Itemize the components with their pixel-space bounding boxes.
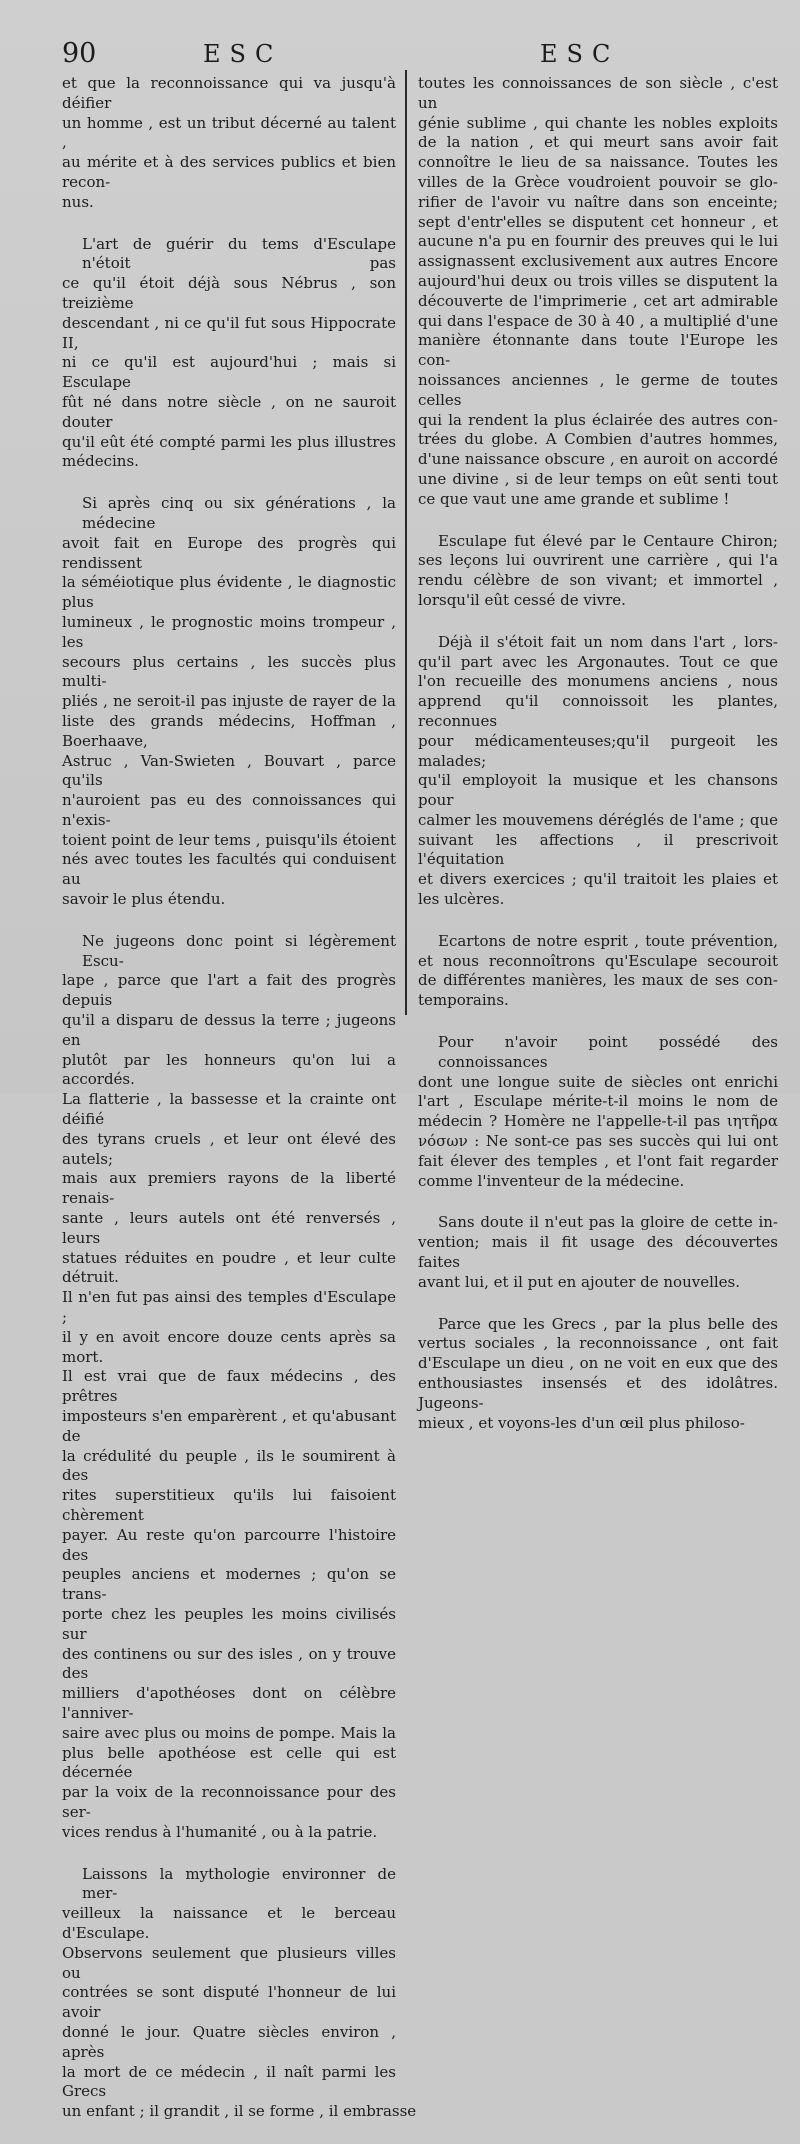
text-line: Déjà il s'étoit fait un nom dans l'art , lors- (438, 632, 778, 651)
text-line: des tyrans cruels , et leur ont élevé des autels; (62, 1129, 396, 1168)
text-line: secours plus certains , les succès plus multi- (62, 652, 396, 691)
text-line: descendant , ni ce qu'il fut sous Hippocrate II, (62, 313, 396, 352)
text-line: la mort de ce médecin , il naît parmi les Grecs (62, 2062, 396, 2101)
text-line: payer. Au reste qu'on parcourre l'histoire des (62, 1525, 396, 1564)
column-divider (405, 70, 407, 1015)
text-line: sante , leurs autels ont été renversés , leurs (62, 1209, 396, 1247)
text-line: la crédulité du peuple , ils le soumirent à des (62, 1446, 396, 1485)
text-line: de la nation , et qui meurt sans avoir fait (418, 133, 778, 152)
text-line: contrées se sont disputé l'honneur de lui avoir (62, 1983, 396, 2022)
text-line: assignassent exclusivement aux autres Encore (418, 252, 778, 271)
left-column (62, 74, 417, 2144)
text-line: nus. (62, 192, 94, 211)
text-line: l'art , Esculape mérite-t-il moins le nom de (418, 1092, 778, 1111)
text-line: mieux , et voyons-les d'un œil plus philoso- (418, 1413, 745, 1432)
text-line: Ne jugeons donc point si légèrement Escu- (82, 931, 396, 970)
text-line: L'art de guérir du tems d'Esculape n'étoit pas (82, 234, 396, 273)
text-line: un enfant ; il grandit , il se forme , il embrasse (62, 2102, 417, 2121)
text-line: génie sublime , qui chante les nobles exploits (418, 113, 778, 132)
text-line: par la voix de la reconnoissance pour des ser- (62, 1783, 396, 1821)
text-line: qui la rendent la plus éclairée des autres con- (418, 410, 778, 429)
text-line: milliers d'apothéoses dont on célèbre l'anniver- (62, 1684, 396, 1722)
text-line: qu'il eût été compté parmi les plus illustres (62, 432, 396, 451)
text-line: imposteurs s'en emparèrent , et qu'abusant de (62, 1407, 396, 1445)
paragraph (62, 932, 396, 1843)
text-line: sept d'entr'elles se disputent cet honneur , et (418, 212, 778, 231)
text-line: avant lui, et il put en ajouter de nouvelles. (418, 1272, 741, 1291)
text-line: des continens ou sur des isles , on y trouve des (62, 1644, 396, 1683)
text-line: et nous reconnoîtrons qu'Esculape secouroit (418, 951, 778, 970)
paragraph (418, 932, 778, 1011)
text-line: toutes les connoissances de son siècle , c'est un (418, 74, 778, 112)
text-line: Il est vrai que de faux médecins , des prêtres (62, 1367, 396, 1406)
text-line: rites superstitieux qu'ils lui faisoient chèrement (62, 1486, 396, 1524)
text-line: apprend qu'il connoissoit les plantes, reconnues (418, 692, 778, 730)
text-line: découverte de l'imprimerie , cet art admirable (418, 291, 778, 310)
text-line: trées du globe. A Combien d'autres hommes, (418, 430, 778, 449)
text-line: au mérite et à des services publics et bien recon- (62, 153, 396, 191)
text-line: manière étonnante dans toute l'Europe les con- (418, 331, 778, 370)
text-line: d'Esculape un dieu , on ne voit en eux que des (418, 1354, 778, 1373)
text-line: savoir le plus étendu. (62, 890, 226, 909)
text-line: avoit fait en Europe des progrès qui rendissent (62, 533, 396, 572)
text-line: et que la reconnoissance qui va jusqu'à déifier (62, 74, 396, 112)
paragraph (418, 532, 778, 611)
text-line: fût né dans notre siècle , on ne sauroit douter (62, 392, 396, 431)
text-line: villes de la Grèce voudroient pouvoir se glo- (418, 172, 778, 191)
paragraph (418, 1315, 778, 1434)
text-line: toient point de leur tems , puisqu'ils étoient (62, 830, 396, 849)
paragraph (418, 1213, 778, 1292)
text-line: un homme , est un tribut décerné au talent , (62, 113, 396, 152)
paragraph (418, 74, 778, 510)
text-line: ce qu'il étoit déjà sous Nébrus , son treizième (62, 274, 396, 312)
text-line: médecins. (62, 452, 139, 471)
text-line: ni ce qu'il est aujourd'hui ; mais si Esculape (62, 353, 396, 392)
text-line: l'on recueille des monumens anciens , nous (418, 672, 778, 691)
running-title-left: ESC (203, 40, 283, 68)
text-line: aujourd'hui deux ou trois villes se disputent la (418, 271, 778, 290)
paragraph (62, 235, 396, 473)
text-line: Esculape fut élevé par le Centaure Chiron; (438, 531, 778, 550)
text-line: ce que vaut une ame grande et sublime ! (418, 489, 730, 508)
text-line: qu'il a disparu de dessus la terre ; jugeons en (62, 1011, 396, 1049)
text-line: Il n'en fut pas ainsi des temples d'Esculape ; (62, 1288, 396, 1327)
text-line: et divers exercices ; qu'il traitoit les plaies et (418, 870, 778, 889)
text-line: calmer les mouvemens déréglés de l'ame ; que (418, 810, 778, 829)
text-line: saire avec plus ou moins de pompe. Mais la (62, 1723, 396, 1742)
text-line: veilleux la naissance et le berceau d'Esculape. (62, 1904, 396, 1942)
text-line: Ecartons de notre esprit , toute prévention, (438, 931, 778, 950)
text-line: pour médicamenteuses;qu'il purgeoit les malades; (418, 731, 778, 770)
text-line: nés avec toutes les facultés qui conduisent au (62, 850, 396, 889)
text-line: porte chez les peuples les moins civilisés sur (62, 1604, 396, 1643)
text-line: Observons seulement que plusieurs villes ou (62, 1943, 396, 1982)
text-line: plutôt par les honneurs qu'on lui a accordés. (62, 1050, 396, 1089)
page-number: 90 (62, 38, 97, 69)
text-line: pliés , ne seroit-il pas injuste de rayer de la (62, 692, 396, 711)
text-line: lorsqu'il eût cessé de vivre. (418, 590, 626, 609)
text-line: Parce que les Grecs , par la plus belle des (438, 1314, 778, 1333)
text-line: vertus sociales , la reconnoissance , ont fait (418, 1334, 778, 1353)
text-line: donné le jour. Quatre siècles environ , après (62, 2022, 396, 2061)
paragraph (62, 494, 396, 910)
running-title-right: ESC (540, 40, 620, 68)
text-line: suivant les affections , il prescrivoit l'équitation (418, 830, 778, 869)
text-line: Astruc , Van-Swieten , Bouvart , parce qu'ils (62, 751, 396, 790)
text-line: médecin ? Homère ne l'appelle-t-il pas ιητῆρα (418, 1112, 778, 1131)
paragraph (418, 633, 778, 910)
text-line: Pour n'avoir point possédé des connoissances (438, 1033, 778, 1071)
paragraph (418, 1033, 778, 1191)
text-line: noissances anciennes , le germe de toutes celles (418, 370, 778, 409)
text-line: comme l'inventeur de la médecine. (418, 1171, 685, 1190)
text-line: ses leçons lui ouvrirent une carrière , qui l'a (418, 551, 778, 570)
text-line: peuples anciens et modernes ; qu'on se trans- (62, 1565, 396, 1604)
right-column (418, 74, 778, 1455)
text-line: enthousiastes insensés et des idolâtres. Jugeons- (418, 1374, 778, 1412)
text-line: statues réduites en poudre , et leur culte détruit. (62, 1248, 396, 1287)
text-line: de différentes manières, les maux de ses con- (418, 971, 778, 990)
text-line: qu'il part avec les Argonautes. Tout ce que (418, 652, 778, 671)
text-line: νόσων : Ne sont-ce pas ses succès qui lui ont (418, 1132, 778, 1151)
text-line: qu'il employoit la musique et les chansons pour (418, 771, 778, 810)
text-line: aucune n'a pu en fournir des preuves qui le lui (418, 232, 778, 251)
text-line: rifier de l'avoir vu naître dans son enceinte; (418, 192, 778, 211)
text-line: Si après cinq ou six générations , la médecine (82, 494, 396, 532)
paragraph (62, 74, 396, 213)
text-line: connoître le lieu de sa naissance. Toutes les (418, 153, 778, 172)
text-line: la séméiotique plus évidente , le diagnostic plus (62, 573, 396, 612)
text-line: vices rendus à l'humanité , ou à la patrie. (62, 1822, 378, 1841)
running-header (0, 36, 800, 72)
text-line: les ulcères. (418, 890, 505, 909)
text-line: lape , parce que l'art a fait des progrès depuis (62, 971, 396, 1010)
text-line: temporains. (418, 991, 509, 1010)
text-line: Sans doute il n'eut pas la gloire de cette in- (438, 1213, 778, 1232)
text-line: vention; mais il fit usage des découvertes faites (418, 1233, 778, 1272)
text-line: n'auroient pas eu des connoissances qui n'exis- (62, 791, 396, 829)
paragraph (62, 1864, 417, 2122)
text-line: d'une naissance obscure , en auroit on accordé (418, 450, 778, 469)
text-line: fait élever des temples , et l'ont fait regarder (418, 1151, 778, 1170)
text-line: mais aux premiers rayons de la liberté renais- (62, 1169, 396, 1208)
text-line: Laissons la mythologie environner de mer- (82, 1864, 396, 1903)
text-line: dont une longue suite de siècles ont enrichi (418, 1072, 778, 1091)
text-line: La flatterie , la bassesse et la crainte ont déifié (62, 1090, 396, 1129)
text-line: il y en avoit encore douze cents après sa mort. (62, 1327, 396, 1366)
text-line: lumineux , le prognostic moins trompeur , les (62, 612, 396, 651)
text-line: qui dans l'espace de 30 à 40 , a multiplié d'une (418, 311, 778, 330)
text-line: rendu célèbre de son vivant; et immortel , (418, 571, 778, 590)
text-line: liste des grands médecins, Hoffman , Boerhaave, (62, 711, 396, 750)
text-line: plus belle apothéose est celle qui est décernée (62, 1743, 396, 1782)
text-line: une divine , si de leur temps on eût senti tout (418, 469, 778, 488)
